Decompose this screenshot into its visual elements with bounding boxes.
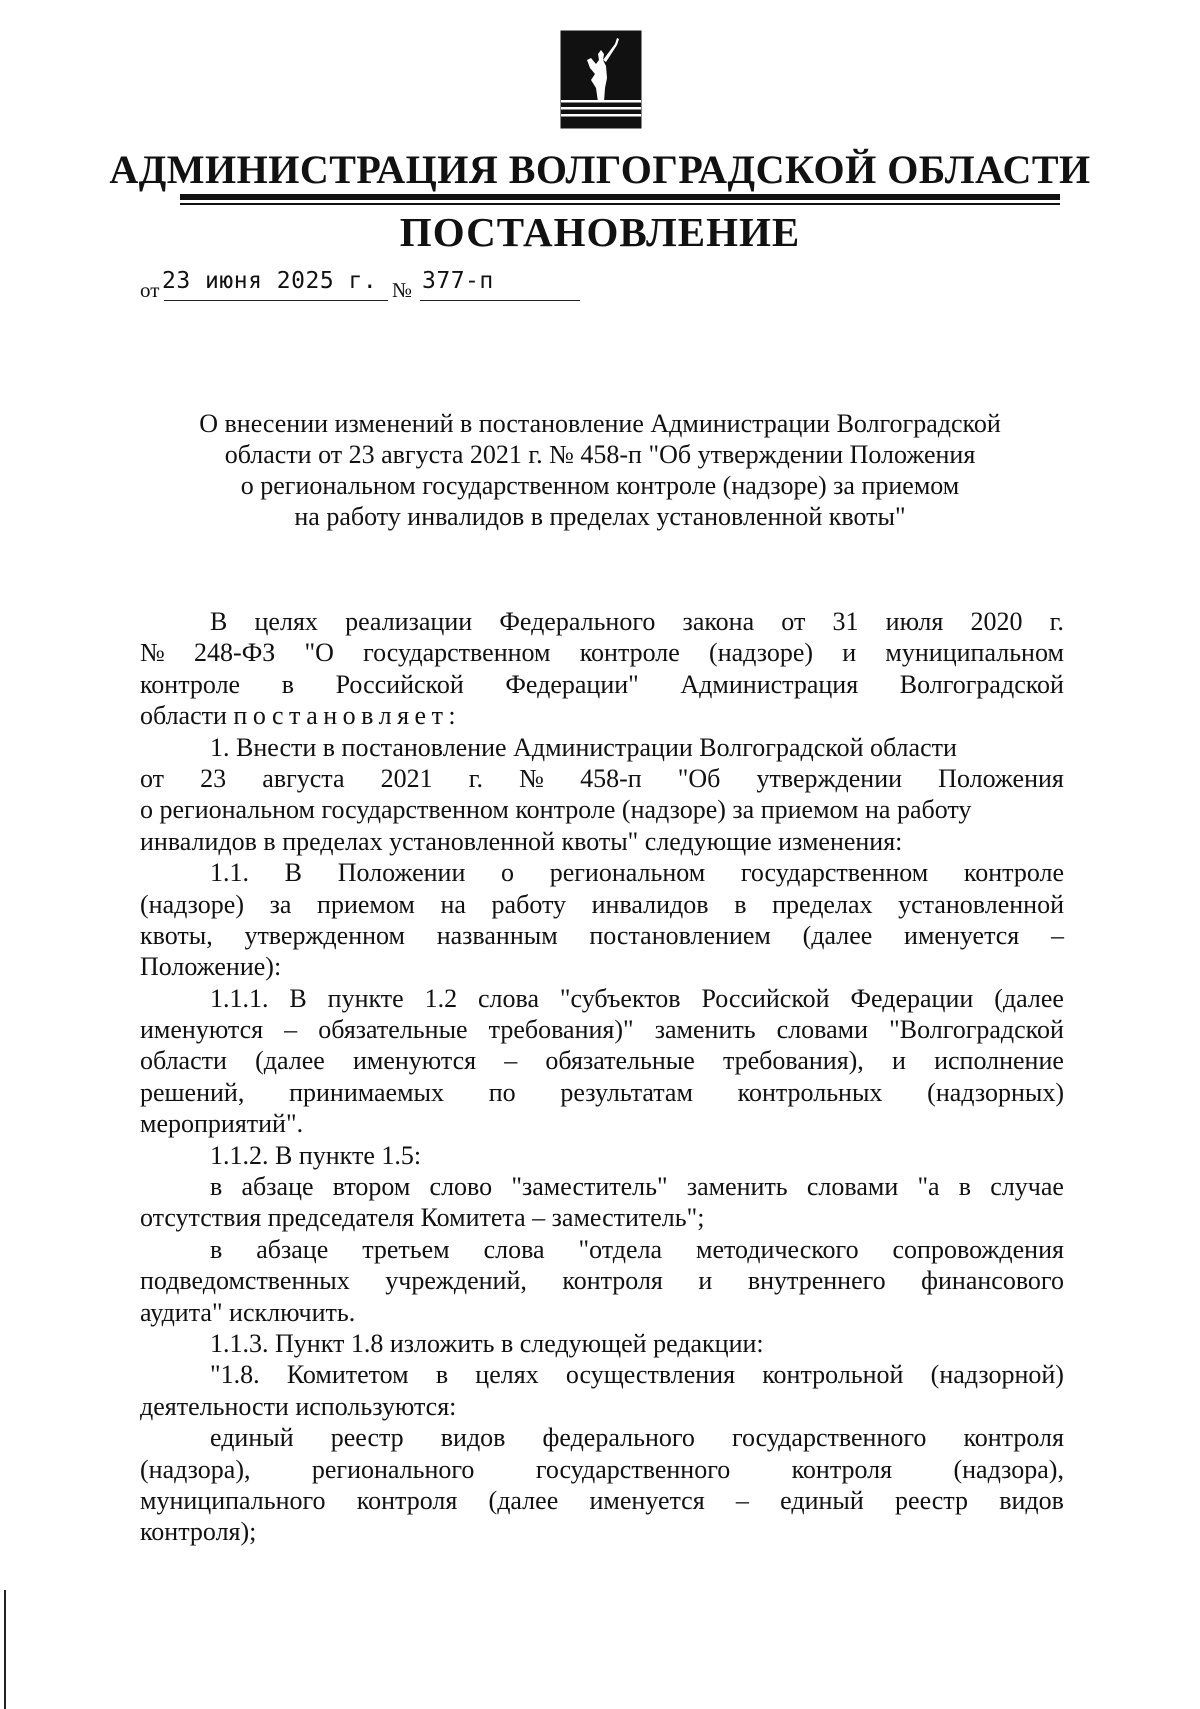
body-word: заменить: [686, 1172, 788, 1202]
body-line: [140, 920, 1064, 951]
body-word: на: [440, 889, 466, 919]
body-word: утвержденном: [244, 920, 405, 950]
volgograd-coat-of-arms-icon: [560, 30, 642, 130]
body-line: [140, 1171, 1064, 1202]
body-line: деятельности используются:: [140, 1391, 457, 1421]
body-line: [140, 1359, 1064, 1390]
body-word: контроля: [791, 1454, 893, 1484]
body-word: Положении: [337, 858, 466, 888]
body-word: 458-п: [580, 763, 642, 793]
body-word: принимаемых: [289, 1077, 445, 1107]
body-word: за: [269, 889, 292, 919]
body-line: 1. Внести в постановление Администрации Волгоградской области: [210, 732, 957, 762]
body-word: регионального: [311, 1454, 475, 1484]
body-word: государственном: [740, 858, 929, 888]
body-word: 23: [200, 763, 227, 793]
body-word: контроле: [140, 669, 241, 699]
body-line: [140, 1014, 1064, 1045]
document-number: 377-п: [422, 268, 494, 294]
body-word: (надзоре): [709, 638, 814, 668]
body-word: №: [140, 638, 165, 668]
body-word: контроля: [356, 1485, 458, 1515]
body-word: контрольной: [762, 1360, 904, 1390]
body-word: видов: [440, 1423, 506, 1453]
body-word: Волгоградской: [899, 669, 1064, 699]
body-word: обязательные: [318, 1015, 468, 1045]
body-word: контроле: [579, 638, 680, 668]
body-word: установленной: [898, 889, 1064, 919]
body-line: мероприятий".: [140, 1109, 304, 1139]
body-word: контроле: [963, 858, 1064, 888]
body-word: именуется: [589, 1485, 705, 1515]
header-rule-thick: [180, 194, 1060, 200]
body-word: реализации: [345, 607, 473, 636]
body-line: Положение):: [140, 952, 282, 982]
body-line: 1.1.3. Пункт 1.8 изложить в следующей редакции:: [210, 1328, 764, 1358]
body-line: аудита" исключить.: [140, 1297, 356, 1327]
body-line: о региональном государственном контроле (надзоре) за приемом на работу: [140, 795, 972, 825]
body-word: Федерального: [499, 607, 656, 636]
number-underline: [420, 300, 580, 301]
body-word: августа: [262, 763, 345, 793]
body-word: от: [140, 763, 165, 793]
body-word: о: [501, 858, 515, 888]
body-word: –: [735, 1485, 749, 1515]
body-word: единый: [210, 1423, 294, 1453]
body-line: [140, 1485, 1064, 1516]
body-word: №: [519, 763, 544, 793]
body-word: пределах: [772, 889, 873, 919]
body-word: единый: [780, 1485, 864, 1515]
body-word: и: [842, 638, 857, 668]
body-line: контроля);: [140, 1517, 257, 1547]
body-word: исполнение: [934, 1046, 1064, 1076]
body-line: [140, 1045, 1064, 1076]
body-word: абзаце: [256, 1234, 329, 1264]
body-word: 1.1.1.: [210, 983, 269, 1013]
body-line: [140, 983, 1064, 1014]
body-word: требования),: [722, 1046, 864, 1076]
body-word: именуются: [352, 1046, 477, 1076]
subject-line: области от 23 августа 2021 г. № 458-п "Об утверждении Положения: [224, 440, 976, 469]
document-body: [140, 606, 1064, 1548]
body-word: приемом: [317, 889, 415, 919]
body-word: третьем: [362, 1234, 450, 1264]
body-word: государственном: [363, 638, 551, 668]
body-word: 1.1.: [210, 858, 249, 888]
body-word: именуется: [904, 920, 1020, 950]
body-line: [140, 1234, 1064, 1265]
body-word: контроля: [963, 1423, 1064, 1453]
body-word: в: [210, 1234, 223, 1264]
body-line: [140, 1454, 1064, 1485]
body-word: и: [891, 1046, 906, 1076]
body-line: инвалидов в пределах установленной квоты" следующие изменения:: [140, 826, 903, 856]
body-word: внутреннего: [747, 1266, 886, 1296]
body-word: контрольных: [737, 1077, 883, 1107]
body-word: в: [281, 669, 294, 699]
body-line: [140, 637, 1064, 668]
body-word: в: [210, 1172, 223, 1202]
body-word: региональном: [549, 858, 706, 888]
body-word: государственного: [535, 1454, 731, 1484]
body-word: в: [734, 889, 747, 919]
body-word: названным: [436, 920, 558, 950]
body-word: закона: [682, 607, 755, 636]
body-word: реестр: [895, 1485, 968, 1515]
body-word: Российской: [701, 983, 830, 1013]
body-word: слово: [429, 1172, 493, 1202]
body-word: 1.2: [424, 983, 458, 1013]
subject-line: О внесении изменений в постановление Администрации Волгоградской: [199, 409, 1001, 438]
body-word: "а: [917, 1172, 940, 1202]
body-word: словами: [806, 1172, 899, 1202]
body-word: В: [210, 607, 228, 636]
body-word: методического: [696, 1234, 859, 1264]
body-word: видов: [999, 1485, 1064, 1515]
body-word: осуществления: [565, 1360, 736, 1390]
body-word: муниципального: [140, 1485, 326, 1515]
body-word: В: [284, 858, 303, 888]
organization-title: АДМИНИСТРАЦИЯ ВОЛГОГРАДСКОЙ ОБЛАСТИ: [109, 147, 1091, 192]
body-word: "1.8.: [210, 1360, 260, 1390]
body-word: 31: [832, 607, 859, 636]
body-line: [140, 1077, 1064, 1108]
body-line: [140, 763, 1064, 794]
decree-keyword: постановляет:: [233, 701, 462, 731]
body-word: (надзора),: [953, 1454, 1064, 1484]
number-prefix: №: [392, 278, 413, 302]
body-line: [140, 606, 1064, 637]
body-word: подведомственных: [140, 1266, 350, 1296]
body-word: работу: [491, 889, 566, 919]
body-word: Положения: [938, 763, 1064, 793]
body-word: (надзорной): [930, 1360, 1064, 1390]
body-word: финансового: [921, 1266, 1064, 1296]
body-word: утверждении: [756, 763, 903, 793]
date-prefix: от: [140, 278, 160, 302]
body-word: требования)": [488, 1015, 634, 1045]
body-word: (далее: [802, 920, 873, 950]
body-word: втором: [332, 1172, 411, 1202]
body-word: "заместитель": [511, 1172, 668, 1202]
body-word: Комитетом: [286, 1360, 409, 1390]
body-word: муниципальном: [885, 638, 1064, 668]
body-line: [140, 700, 1064, 731]
body-word: 2021: [380, 763, 433, 793]
body-word: квоты,: [140, 920, 213, 950]
body-word: абзаце: [241, 1172, 314, 1202]
body-line: 1.1.2. В пункте 1.5:: [210, 1140, 422, 1170]
body-word: слова: [483, 1234, 545, 1264]
body-word: заменить: [654, 1015, 756, 1045]
body-line: [140, 1265, 1064, 1296]
body-word: в: [435, 1360, 449, 1390]
body-line: [140, 857, 1064, 888]
body-word: "субъектов: [559, 983, 681, 1013]
body-word: Администрация: [680, 669, 859, 699]
body-word: (надзора),: [140, 1454, 251, 1484]
header-rule-thin: [180, 203, 1060, 205]
body-word: слова: [478, 983, 539, 1013]
body-word: целях: [475, 1360, 539, 1390]
body-word: "отдела: [578, 1234, 663, 1264]
body-word: целях: [254, 607, 318, 636]
body-word: (надзоре): [140, 889, 244, 919]
body-word: "О: [304, 638, 334, 668]
body-word: "Волгоградской: [889, 1015, 1064, 1045]
body-word: Федерации: [850, 983, 974, 1013]
body-word: –: [1050, 920, 1064, 950]
body-word: (далее: [488, 1485, 559, 1515]
body-word: реестр: [330, 1423, 404, 1453]
body-word: –: [504, 1046, 518, 1076]
body-text: области: [140, 701, 234, 731]
body-word: Российской: [335, 669, 464, 699]
body-word: (надзорных): [927, 1077, 1064, 1107]
body-word: постановлением: [589, 920, 771, 950]
body-line: [140, 1422, 1064, 1453]
document-type-title: ПОСТАНОВЛЕНИЕ: [399, 209, 801, 255]
body-word: сопровождения: [892, 1234, 1064, 1264]
body-word: г.: [1049, 607, 1064, 636]
body-word: контроля: [562, 1266, 663, 1296]
body-word: по: [488, 1077, 516, 1107]
body-word: обязательные: [545, 1046, 695, 1076]
body-word: учреждений,: [385, 1266, 527, 1296]
body-word: решений,: [140, 1077, 245, 1107]
body-word: Федерации": [505, 669, 639, 699]
body-word: области: [140, 1046, 227, 1076]
body-word: 2020: [970, 607, 1023, 636]
body-line: [140, 889, 1064, 920]
body-word: 248-ФЗ: [194, 638, 276, 668]
body-word: (далее: [994, 983, 1064, 1013]
body-word: случае: [990, 1172, 1064, 1202]
body-word: в: [958, 1172, 972, 1202]
body-word: государственного: [731, 1423, 927, 1453]
body-word: словами: [776, 1015, 869, 1045]
body-word: инвалидов: [591, 889, 709, 919]
scan-edge-line: [4, 1590, 6, 1709]
subject-line: о региональном государственном контроле (надзоре) за приемом: [240, 471, 960, 500]
body-word: результатам: [560, 1077, 693, 1107]
document-subject: [140, 408, 1060, 532]
subject-line: на работу инвалидов в пределах установленной квоты": [294, 502, 906, 531]
body-word: пункте: [327, 983, 404, 1013]
document-date: 23 июня 2025 г.: [162, 268, 378, 294]
body-line: [140, 669, 1064, 700]
date-underline: [164, 300, 388, 301]
body-word: федерального: [542, 1423, 695, 1453]
body-word: именуются: [140, 1015, 264, 1045]
body-word: "Об: [677, 763, 721, 793]
body-word: июля: [885, 607, 944, 636]
body-word: от: [781, 607, 806, 636]
body-word: (далее: [255, 1046, 325, 1076]
body-line: отсутствия председателя Комитета – заместитель";: [140, 1203, 705, 1233]
body-word: г.: [468, 763, 484, 793]
body-word: –: [284, 1015, 298, 1045]
body-word: и: [698, 1266, 713, 1296]
body-word: В: [289, 983, 307, 1013]
